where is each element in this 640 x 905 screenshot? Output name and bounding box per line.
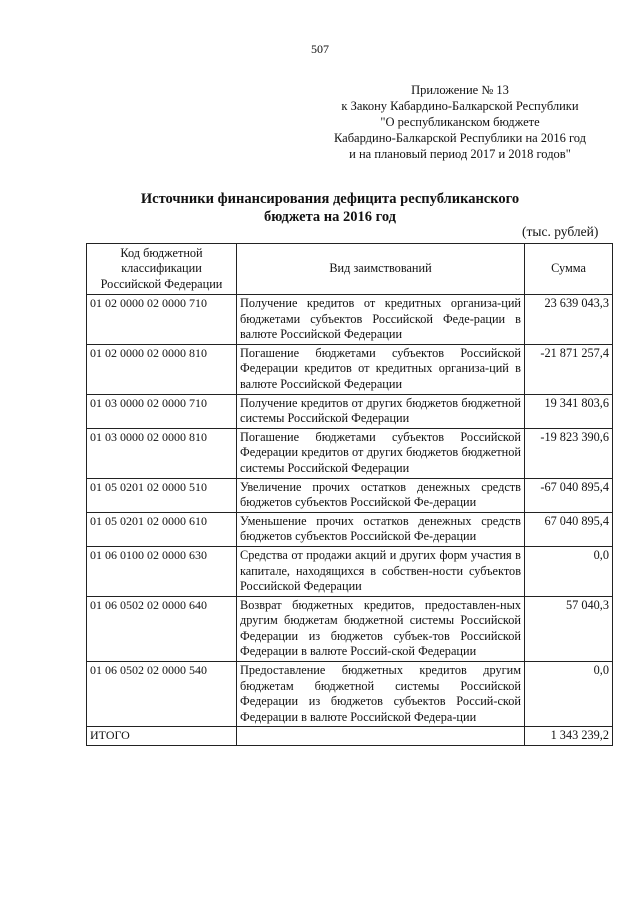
table-row [87, 478, 613, 512]
title-line-2: бюджета на 2016 год [263, 209, 396, 225]
units-label: (тыс. рублей) [522, 224, 599, 239]
header-code-line: Код бюджетной [120, 245, 203, 260]
appendix-header [320, 82, 600, 162]
row-description-cell: Предоставление бюджетных кредитов другим бюджетам бюджетной системы Российской Федерации из бюджетов субъектов Россий-ской Федерации в валюте Российской Федера-ции [237, 662, 525, 727]
header-type: Вид заимствований [237, 244, 525, 295]
appendix-line-4: Кабардино-Балкарской Республики на 2016 год [333, 131, 587, 145]
row-sum-cell: -19 823 390,6 [525, 428, 613, 478]
row-code-cell: 01 03 0000 02 0000 710 [87, 394, 237, 428]
row-description-cell: Средства от продажи акций и других форм участия в капитале, находящихся в собствен-ности субъектов Российской Федерации [237, 546, 525, 596]
table-row [87, 428, 613, 478]
row-description-cell: Возврат бюджетных кредитов, предоставлен-ных другим бюджетам бюджетной системы Российской Федерации из бюджетов субъек-тов Российской Федерации в валюте Россий-ской Федерации [237, 596, 525, 661]
document-title [110, 190, 550, 226]
row-description-cell: Уменьшение прочих остатков денежных средств бюджетов субъектов Российской Фе-дерации [237, 512, 525, 546]
appendix-line-5: и на плановый период 2017 и 2018 годов" [349, 147, 571, 161]
row-code-cell: 01 06 0502 02 0000 640 [87, 596, 237, 661]
row-code-cell: 01 03 0000 02 0000 810 [87, 428, 237, 478]
table-row [87, 394, 613, 428]
total-sum-cell: 1 343 239,2 [525, 727, 613, 746]
table-row [87, 662, 613, 727]
row-description-cell: Погашение бюджетами субъектов Российской Федерации кредитов от кредитных организа-ций в валюте Российской Федерации [237, 344, 525, 394]
table-header-row [87, 244, 613, 295]
row-code-cell: 01 02 0000 02 0000 810 [87, 344, 237, 394]
table-total-row [87, 727, 613, 746]
table-row [87, 512, 613, 546]
financing-sources-table [86, 243, 613, 746]
row-sum-cell: -67 040 895,4 [525, 478, 613, 512]
header-code [87, 244, 237, 295]
row-sum-cell: 0,0 [525, 546, 613, 596]
total-description-cell [237, 727, 525, 746]
row-code-cell: 01 05 0201 02 0000 510 [87, 478, 237, 512]
title-line-1: Источники финансирования дефицита республиканского [140, 191, 520, 207]
row-sum-cell: 57 040,3 [525, 596, 613, 661]
row-description-cell: Получение кредитов от кредитных организа-ций бюджетами субъектов Российской Феде-рации в валюте Российской Федерации [237, 295, 525, 345]
header-sum: Сумма [525, 244, 613, 295]
row-sum-cell: -21 871 257,4 [525, 344, 613, 394]
total-label-cell: ИТОГО [87, 727, 237, 746]
appendix-line-3: "О республиканском бюджете [380, 115, 540, 129]
row-sum-cell: 67 040 895,4 [525, 512, 613, 546]
header-code-line: Российской Федерации [100, 276, 223, 291]
row-sum-cell: 23 639 043,3 [525, 295, 613, 345]
table-row [87, 295, 613, 345]
row-description-cell: Получение кредитов от других бюджетов бюджетной системы Российской Федерации [237, 394, 525, 428]
row-code-cell: 01 06 0100 02 0000 630 [87, 546, 237, 596]
row-sum-cell: 19 341 803,6 [525, 394, 613, 428]
table-row [87, 344, 613, 394]
table-body [87, 295, 613, 746]
row-sum-cell: 0,0 [525, 662, 613, 727]
table-row [87, 596, 613, 661]
appendix-line-1: Приложение № 13 [411, 83, 509, 97]
row-code-cell: 01 05 0201 02 0000 610 [87, 512, 237, 546]
table-row [87, 546, 613, 596]
row-description-cell: Погашение бюджетами субъектов Российской Федерации кредитов от других бюджетов бюджетной системы Российской Федерации [237, 428, 525, 478]
header-code-line: классификации [121, 261, 202, 276]
page-number: 507 [311, 42, 329, 56]
appendix-line-2: к Закону Кабардино-Балкарской Республики [341, 99, 579, 113]
row-code-cell: 01 02 0000 02 0000 710 [87, 295, 237, 345]
row-description-cell: Увеличение прочих остатков денежных средств бюджетов субъектов Российской Фе-дерации [237, 478, 525, 512]
row-code-cell: 01 06 0502 02 0000 540 [87, 662, 237, 727]
